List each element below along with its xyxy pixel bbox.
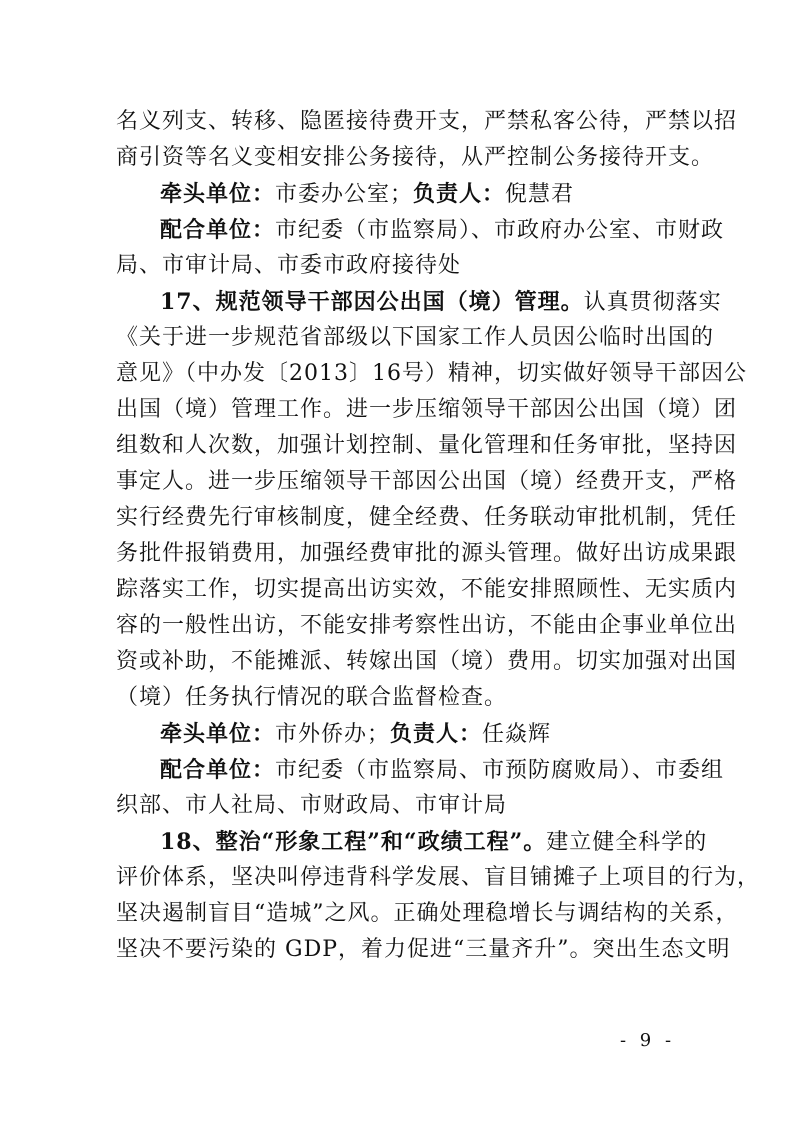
paragraph-line: 《关于进一步规范省部级以下国家工作人员因公临时出国的 <box>116 325 715 350</box>
section-18-heading: 18、整治“形象工程”和“政绩工程”。 <box>160 829 547 855</box>
paragraph-line: 容的一般性出访，不能安排考察性出访，不能由企事业单位出 <box>116 613 738 638</box>
paragraph-line: 商引资等名义变相安排公务接待，从严控制公务接待开支。 <box>116 145 715 170</box>
cooperating-unit-value: 市纪委（市监察局）、市政府办公室、市财政 <box>275 218 725 243</box>
paragraph-line: 事定人。进一步压缩领导干部因公出国（境）经费开支，严格 <box>116 469 738 494</box>
paragraph-line: 坚决不要污染的 GDP，着力促进“三量齐升”。突出生态文明 <box>116 937 731 962</box>
paragraph-line: 意见》（中办发〔2013〕16号）精神，切实做好领导干部因公 <box>116 361 747 386</box>
page-number: - 9 - <box>620 1030 676 1051</box>
cooperating-unit-line <box>116 212 725 248</box>
paragraph-line: 资或补助，不能摊派、转嫁出国（境）费用。切实加强对出国 <box>116 649 738 674</box>
section-17-heading-tail: 认真贯彻落实 <box>583 290 722 315</box>
cooperating-unit-label: 配合单位： <box>160 217 276 243</box>
section-17-heading-line <box>116 284 722 320</box>
cooperating-unit-line <box>116 752 725 788</box>
lead-unit-value: 市委办公室； <box>275 182 414 207</box>
responsible-value: 倪慧君 <box>505 182 575 207</box>
paragraph-line: 组数和人次数，加强计划控制、量化管理和任务审批，坚持因 <box>116 433 738 458</box>
lead-unit-label: 牵头单位： <box>160 721 276 747</box>
cooperating-unit-continuation: 织部、市人社局、市财政局、市审计局 <box>116 793 508 818</box>
lead-unit-label: 牵头单位： <box>160 181 276 207</box>
lead-unit-value: 市外侨办； <box>275 722 391 747</box>
paragraph-line: 务批件报销费用，加强经费审批的源头管理。做好出访成果跟 <box>116 541 738 566</box>
paragraph-line: 评价体系，坚决叫停违背科学发展、盲目铺摊子上项目的行为， <box>116 865 761 890</box>
responsible-value: 任焱辉 <box>482 722 552 747</box>
responsible-label: 负责人： <box>413 181 506 207</box>
cooperating-unit-value: 市纪委（市监察局、市预防腐败局）、市委组 <box>275 758 725 783</box>
cooperating-unit-continuation: 局、市审计局、市委市政府接待处 <box>116 253 462 278</box>
paragraph-line: 坚决遏制盲目“造城”之风。正确处理稳增长与调结构的关系， <box>116 901 739 926</box>
paragraph-line: 实行经费先行审核制度，健全经费、任务联动审批机制，凭任 <box>116 505 738 530</box>
paragraph-line: （境）任务执行情况的联合监督检查。 <box>116 685 508 710</box>
section-17-heading: 17、规范领导干部因公出国（境）管理。 <box>160 289 584 315</box>
paragraph-line: 名义列支、转移、隐匿接待费开支，严禁私客公待，严禁以招 <box>116 109 738 134</box>
section-18-heading-line <box>116 824 708 860</box>
lead-unit-line <box>116 716 688 752</box>
section-18-heading-tail: 建立健全科学的 <box>546 830 708 855</box>
cooperating-unit-label: 配合单位： <box>160 757 276 783</box>
paragraph-line: 出国（境）管理工作。进一步压缩领导干部因公出国（境）团 <box>116 397 738 422</box>
document-page <box>116 104 761 968</box>
responsible-label: 负责人： <box>390 721 483 747</box>
lead-unit-line <box>116 176 688 212</box>
paragraph-line: 踪落实工作，切实提高出访实效，不能安排照顾性、无实质内 <box>116 577 738 602</box>
